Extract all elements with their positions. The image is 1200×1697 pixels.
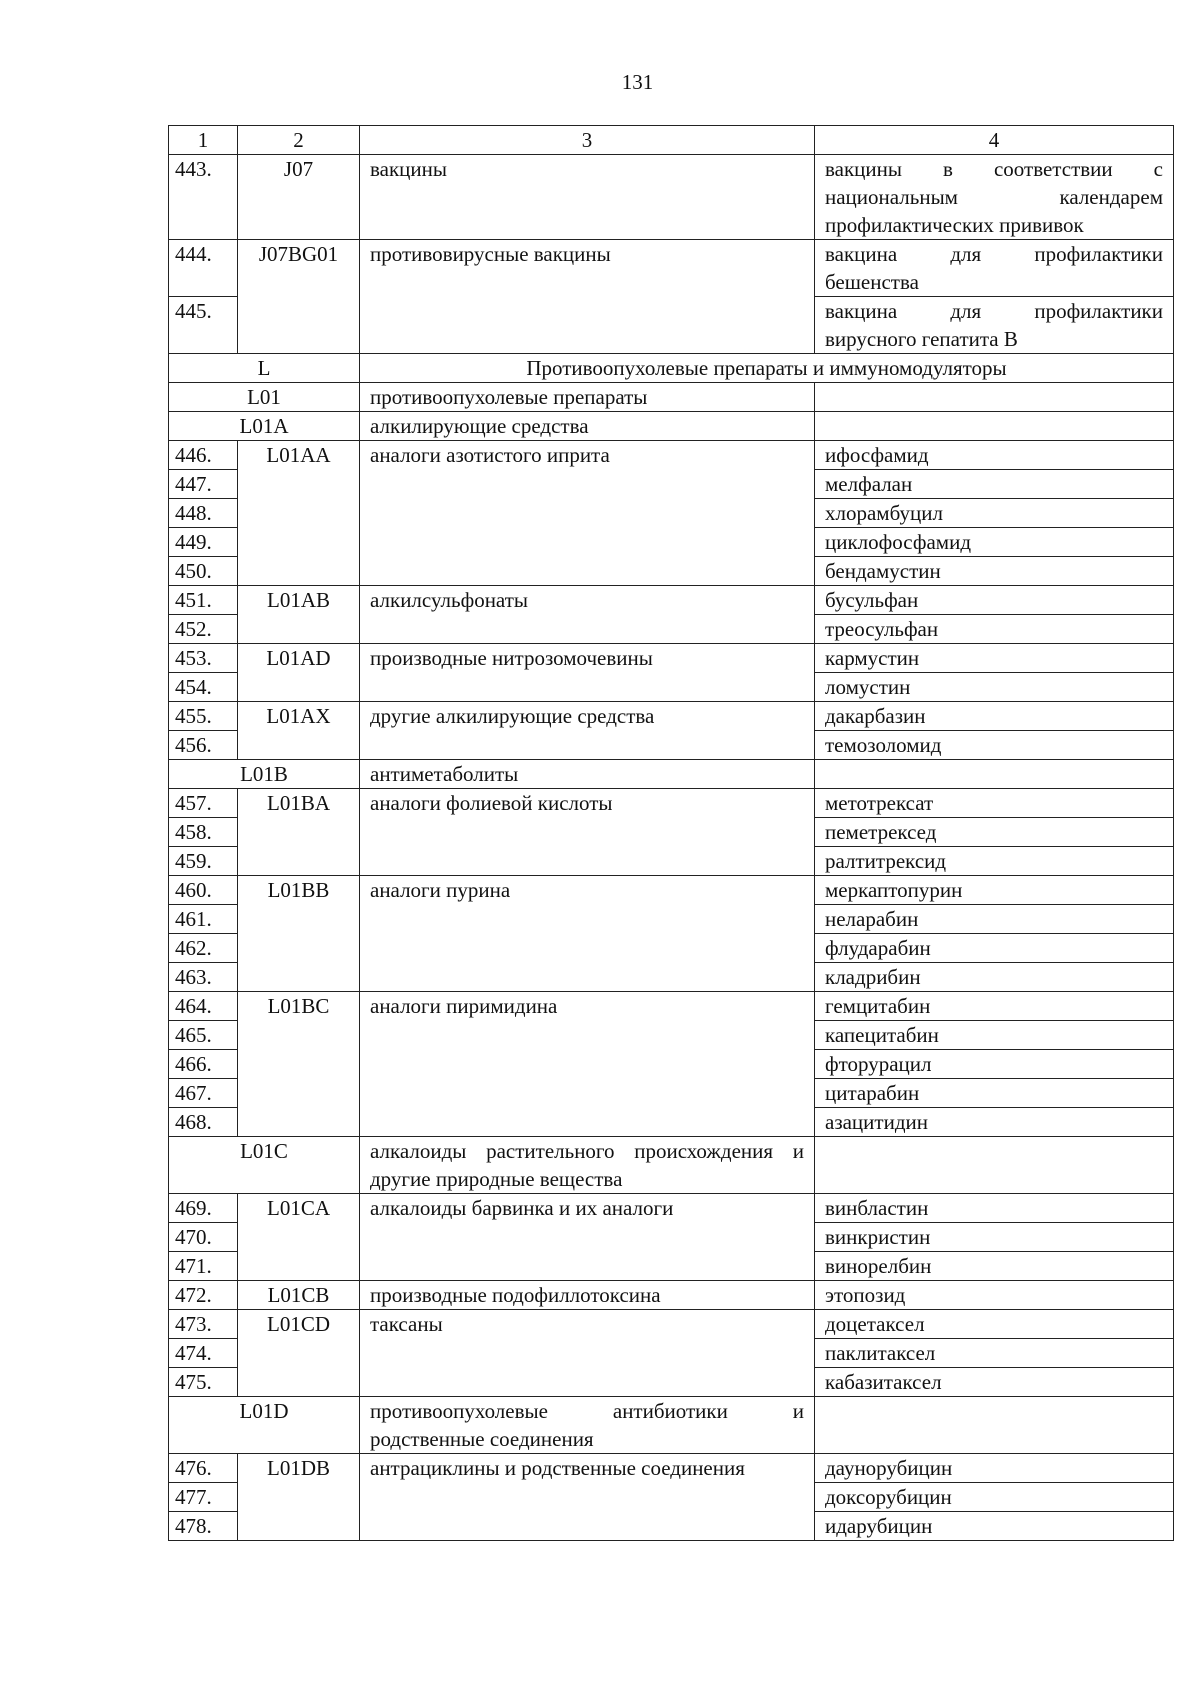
group-name: антрациклины и родственные соединения <box>360 1454 815 1541</box>
atc-code: L01CD <box>238 1310 360 1397</box>
empty-cell <box>815 412 1174 441</box>
drug-name: хлорамбуцил <box>815 499 1174 528</box>
row-number: 450. <box>169 557 238 586</box>
group-name: алкилирующие средства <box>360 412 815 441</box>
group-name: алкалоиды барвинка и их аналоги <box>360 1194 815 1281</box>
table-row <box>169 1281 1174 1310</box>
group-row <box>169 760 1174 789</box>
drug-name: фторурацил <box>815 1050 1174 1079</box>
row-number: 467. <box>169 1079 238 1108</box>
drug-name: паклитаксел <box>815 1339 1174 1368</box>
empty-cell <box>815 1137 1174 1194</box>
drug-name: мелфалан <box>815 470 1174 499</box>
table-row <box>169 702 1174 731</box>
group-name: аналоги фолиевой кислоты <box>360 789 815 876</box>
row-number: 447. <box>169 470 238 499</box>
page-number: 131 <box>621 70 654 94</box>
row-number: 475. <box>169 1368 238 1397</box>
atc-code: L01AX <box>238 702 360 760</box>
row-number: 476. <box>169 1454 238 1483</box>
group-name: противоопухолевые антибиотики и родственные соединения <box>360 1397 815 1454</box>
atc-code: J07 <box>238 155 360 240</box>
table-row <box>169 1310 1174 1339</box>
drug-name: даунорубицин <box>815 1454 1174 1483</box>
group-row <box>169 412 1174 441</box>
table-row <box>169 644 1174 673</box>
empty-cell <box>815 383 1174 412</box>
atc-code: L01A <box>169 412 360 441</box>
group-name: другие алкилирующие средства <box>360 702 815 760</box>
row-number: 472. <box>169 1281 238 1310</box>
drug-table <box>168 125 1174 1541</box>
drug-name: флударабин <box>815 934 1174 963</box>
drug-name: вакцина для профилактики бешенства <box>815 240 1174 297</box>
row-number: 457. <box>169 789 238 818</box>
table-row <box>169 876 1174 905</box>
column-header-1: 1 <box>169 126 238 155</box>
drug-name: метотрексат <box>815 789 1174 818</box>
row-number: 465. <box>169 1021 238 1050</box>
row-number: 445. <box>169 297 238 354</box>
atc-code: L01BC <box>238 992 360 1137</box>
row-number: 454. <box>169 673 238 702</box>
row-number: 449. <box>169 528 238 557</box>
atc-code: L01B <box>169 760 360 789</box>
drug-name: кабазитаксел <box>815 1368 1174 1397</box>
drug-name: пеметрексед <box>815 818 1174 847</box>
drug-name: вакцины в соответствии с национальным календарем профилактических прививок <box>815 155 1174 240</box>
drug-name: неларабин <box>815 905 1174 934</box>
row-number: 470. <box>169 1223 238 1252</box>
group-name: производные нитрозомочевины <box>360 644 815 702</box>
drug-name: бендамустин <box>815 557 1174 586</box>
section-title: Противоопухолевые препараты и иммуномодуляторы <box>360 354 1174 383</box>
drug-name: темозоломид <box>815 731 1174 760</box>
column-header-3: 3 <box>360 126 815 155</box>
drug-name: кладрибин <box>815 963 1174 992</box>
table-row <box>169 441 1174 470</box>
row-number: 453. <box>169 644 238 673</box>
drug-name: этопозид <box>815 1281 1174 1310</box>
table-row <box>169 1194 1174 1223</box>
column-header-2: 2 <box>238 126 360 155</box>
row-number: 462. <box>169 934 238 963</box>
atc-code: J07BG01 <box>238 240 360 354</box>
row-number: 452. <box>169 615 238 644</box>
row-number: 444. <box>169 240 238 297</box>
table-row <box>169 992 1174 1021</box>
atc-code: L01 <box>169 383 360 412</box>
drug-name: винкристин <box>815 1223 1174 1252</box>
row-number: 446. <box>169 441 238 470</box>
atc-code: L01AA <box>238 441 360 586</box>
drug-name: циклофосфамид <box>815 528 1174 557</box>
row-number: 456. <box>169 731 238 760</box>
group-name: таксаны <box>360 1310 815 1397</box>
atc-code: L01D <box>169 1397 360 1454</box>
group-name: аналоги азотистого иприта <box>360 441 815 586</box>
group-name: производные подофиллотоксина <box>360 1281 815 1310</box>
row-number: 451. <box>169 586 238 615</box>
table-row <box>169 586 1174 615</box>
group-name: аналоги пурина <box>360 876 815 992</box>
drug-name: капецитабин <box>815 1021 1174 1050</box>
drug-name: ралтитрексид <box>815 847 1174 876</box>
row-number: 448. <box>169 499 238 528</box>
drug-name: цитарабин <box>815 1079 1174 1108</box>
drug-name: ифосфамид <box>815 441 1174 470</box>
row-number: 473. <box>169 1310 238 1339</box>
group-name: аналоги пиримидина <box>360 992 815 1137</box>
table-header-row <box>169 126 1174 155</box>
empty-cell <box>815 1397 1174 1454</box>
group-name: антиметаболиты <box>360 760 815 789</box>
row-number: 468. <box>169 1108 238 1137</box>
row-number: 464. <box>169 992 238 1021</box>
drug-name: ломустин <box>815 673 1174 702</box>
drug-name: треосульфан <box>815 615 1174 644</box>
group-name: противоопухолевые препараты <box>360 383 815 412</box>
row-number: 455. <box>169 702 238 731</box>
atc-code: L01AD <box>238 644 360 702</box>
drug-name: гемцитабин <box>815 992 1174 1021</box>
drug-name: вакцина для профилактики вирусного гепатита В <box>815 297 1174 354</box>
empty-cell <box>815 760 1174 789</box>
atc-code: L01BB <box>238 876 360 992</box>
drug-name: азацитидин <box>815 1108 1174 1137</box>
group-row <box>169 383 1174 412</box>
atc-code: L01AB <box>238 586 360 644</box>
column-header-4: 4 <box>815 126 1174 155</box>
row-number: 458. <box>169 818 238 847</box>
drug-name: доцетаксел <box>815 1310 1174 1339</box>
atc-code: L01DB <box>238 1454 360 1541</box>
row-number: 443. <box>169 155 238 240</box>
row-number: 459. <box>169 847 238 876</box>
row-number: 466. <box>169 1050 238 1079</box>
table-row <box>169 155 1174 240</box>
drug-name: винбластин <box>815 1194 1174 1223</box>
drug-name: винорелбин <box>815 1252 1174 1281</box>
row-number: 463. <box>169 963 238 992</box>
atc-code: L01CA <box>238 1194 360 1281</box>
row-number: 461. <box>169 905 238 934</box>
table-row <box>169 789 1174 818</box>
drug-name: меркаптопурин <box>815 876 1174 905</box>
group-row <box>169 1397 1174 1454</box>
section-row <box>169 354 1174 383</box>
drug-name: идарубицин <box>815 1512 1174 1541</box>
row-number: 478. <box>169 1512 238 1541</box>
row-number: 469. <box>169 1194 238 1223</box>
table-row <box>169 240 1174 297</box>
table-row <box>169 1454 1174 1483</box>
group-name: алкалоиды растительного происхождения и другие природные вещества <box>360 1137 815 1194</box>
row-number: 477. <box>169 1483 238 1512</box>
row-number: 474. <box>169 1339 238 1368</box>
row-number: 471. <box>169 1252 238 1281</box>
atc-code: L01CB <box>238 1281 360 1310</box>
drug-name: бусульфан <box>815 586 1174 615</box>
group-name: вакцины <box>360 155 815 240</box>
drug-name: кармустин <box>815 644 1174 673</box>
group-name: алкилсульфонаты <box>360 586 815 644</box>
group-row <box>169 1137 1174 1194</box>
row-number: 460. <box>169 876 238 905</box>
atc-code: L01BA <box>238 789 360 876</box>
drug-name: доксорубицин <box>815 1483 1174 1512</box>
group-name: противовирусные вакцины <box>360 240 815 354</box>
section-code: L <box>169 354 360 383</box>
atc-code: L01C <box>169 1137 360 1194</box>
drug-name: дакарбазин <box>815 702 1174 731</box>
